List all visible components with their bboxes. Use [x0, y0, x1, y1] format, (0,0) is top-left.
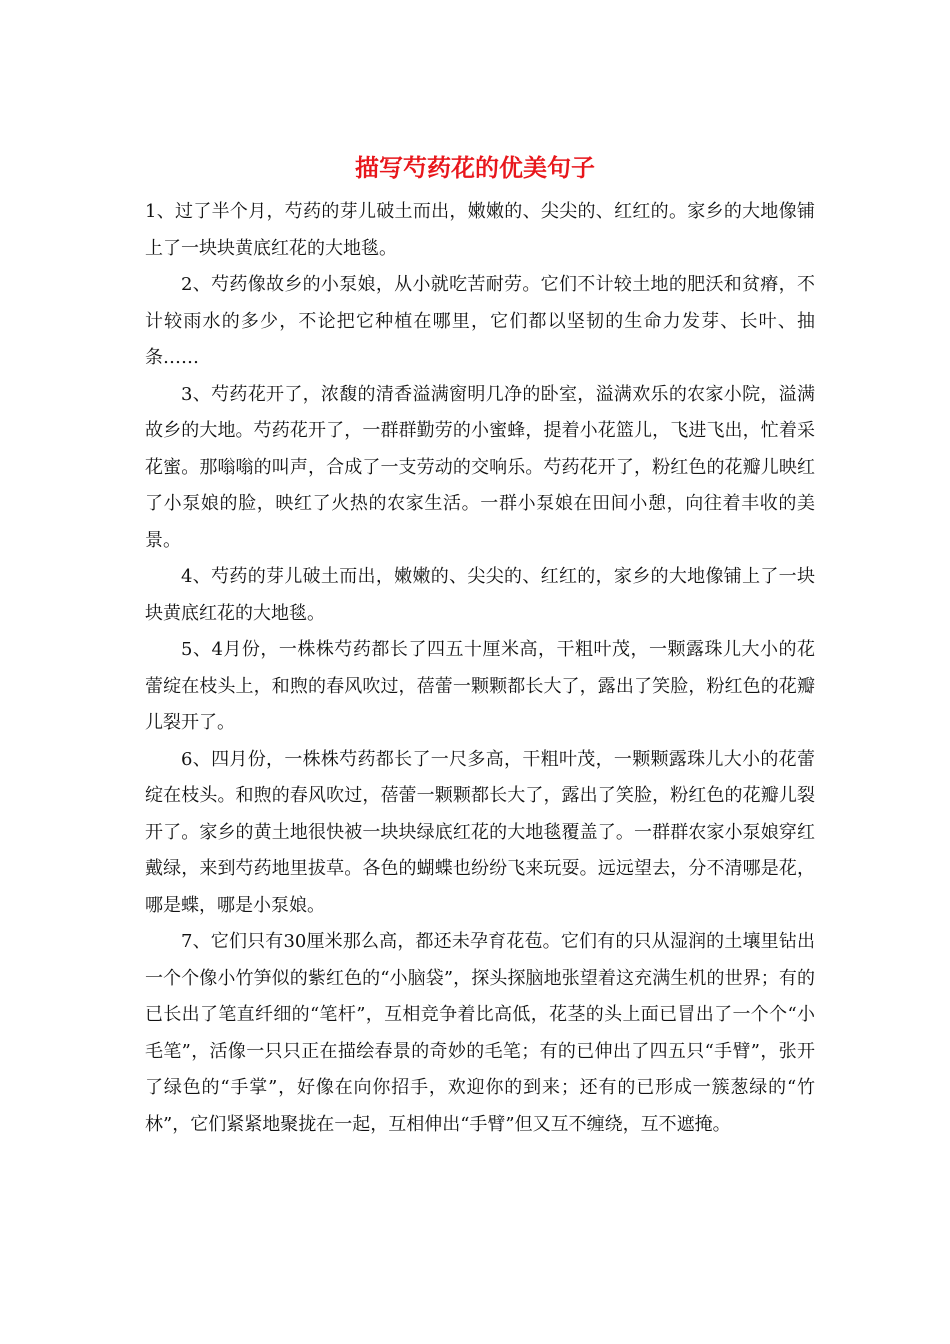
document-body [145, 194, 815, 1143]
paragraph-6: 6、四月份，一株株芍药都长了一尺多高，干粗叶茂，一颗颗露珠儿大小的花蕾绽在枝头。和煦的春风吹过，蓓蕾一颗颗都长大了，露出了笑脸，粉红色的花瓣儿裂开了。家乡的黄土地很快被一块块绿底红花的大地毯覆盖了。一群群农家小泵娘穿红戴绿，来到芍药地里拔草。各色的蝴蝶也纷纷飞来玩耍。远远望去，分不清哪是花，哪是蝶，哪是小泵娘。 [145, 748, 815, 916]
document-title: 描写芍药花的优美句子 [355, 154, 595, 182]
paragraph-5: 5、4月份，一株株芍药都长了四五十厘米高，干粗叶茂，一颗露珠儿大小的花蕾绽在枝头上，和煦的春风吹过，蓓蕾一颗颗都长大了，露出了笑脸，粉红色的花瓣儿裂开了。 [145, 639, 815, 733]
paragraph-2: 2、芍药像故乡的小泵娘，从小就吃苦耐劳。它们不计较土地的肥沃和贫瘠，不计较雨水的多少，不论把它种植在哪里，它们都以坚韧的生命力发芽、长叶、抽条…… [145, 274, 815, 368]
paragraph-1: 1、过了半个月，芍药的芽儿破土而出，嫩嫩的、尖尖的、红红的。家乡的大地像铺上了一块块黄底红花的大地毯。 [145, 201, 815, 259]
paragraph-7: 7、它们只有30厘米那么高，都还未孕育花苞。它们有的只从湿润的土壤里钻出一个个像小竹笋似的紫红色的“小脑袋”，探头探脑地张望着这充满生机的世界；有的已长出了笔直纤细的“笔杆”，互相竞争着比高低，花茎的头上面已冒出了一个个“小毛笔”，活像一只只正在描绘春景的奇妙的毛笔；有的已伸出了四五只“手臂”，张开了绿色的“手掌”，好像在向你招手，欢迎你的到来；还有的已形成一簇葱绿的“竹林”，它们紧紧地聚拢在一起，互相伸出“手臂”但又互不缠绕，互不遮掩。 [145, 931, 815, 1135]
paragraph-3: 3、芍药花开了，浓馥的清香溢满窗明几净的卧室，溢满欢乐的农家小院，溢满故乡的大地。芍药花开了，一群群勤劳的小蜜蜂，提着小花篮儿，飞进飞出，忙着采花蜜。那嗡嗡的叫声，合成了一支劳动的交响乐。芍药花开了，粉红色的花瓣儿映红了小泵娘的脸，映红了火热的农家生活。一群小泵娘在田间小憩，向往着丰收的美景。 [145, 383, 815, 551]
paragraph-4: 4、芍药的芽儿破土而出，嫩嫩的、尖尖的、红红的，家乡的大地像铺上了一块块黄底红花的大地毯。 [145, 566, 815, 624]
